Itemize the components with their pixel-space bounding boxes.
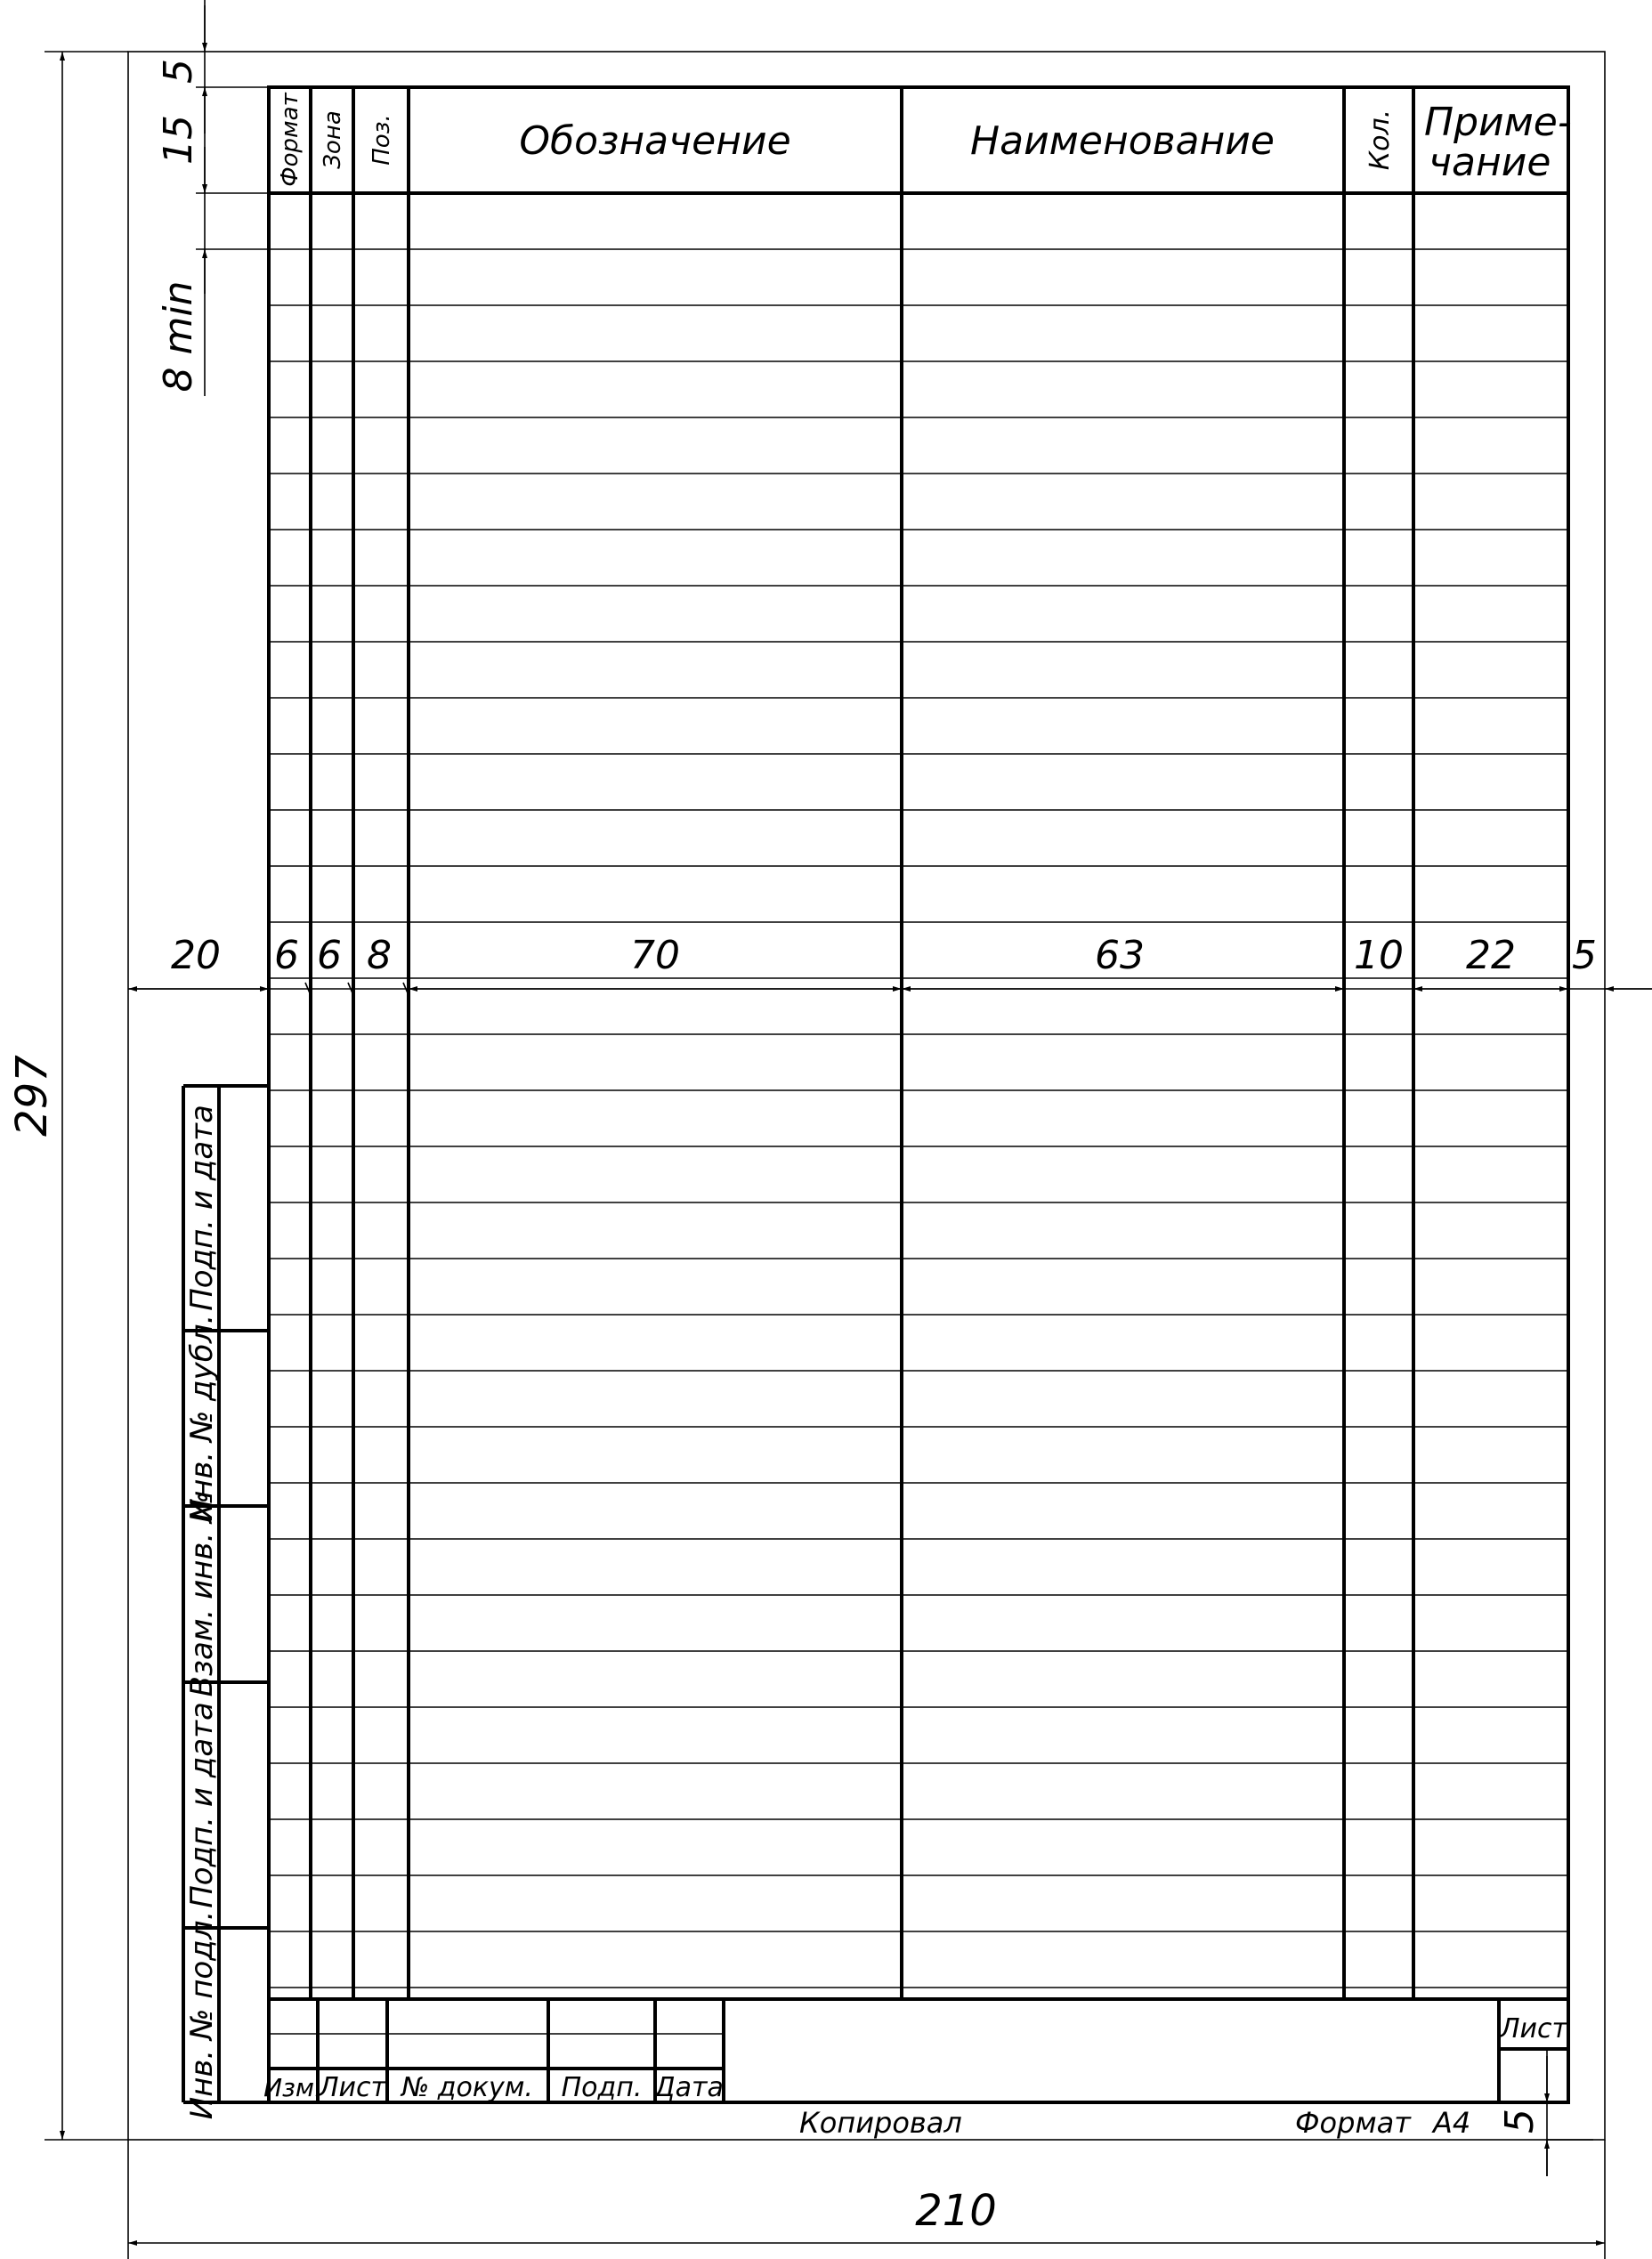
header-qty: Кол. — [1365, 109, 1396, 171]
header-note-line1: Приме- — [1424, 100, 1572, 145]
dim-col-format: 6 — [274, 933, 299, 978]
footer-copied: Копировал — [799, 2106, 962, 2140]
top-dimension-chain — [156, 0, 269, 396]
footer — [799, 2106, 1470, 2140]
dim-left-margin: 20 — [171, 933, 221, 978]
dim-header-height: 15 — [156, 115, 201, 165]
side-replace-inv: Взам. инв. № — [184, 1491, 220, 1697]
header-note-line2: чание — [1429, 140, 1551, 185]
dim-col-designation: 70 — [630, 933, 680, 978]
header-format: Формат — [277, 93, 304, 187]
dim-sheet-height: 297 — [7, 1055, 57, 1137]
side-dup-inv: Инв. № дубл. — [184, 1314, 220, 1522]
title-block — [183, 1999, 1569, 2103]
tb-sheet: Лист — [318, 2072, 387, 2103]
table-header — [277, 92, 1572, 186]
header-pos: Поз. — [368, 114, 395, 166]
side-sign-date-1: Подп. и дата — [184, 1105, 220, 1311]
tb-date: Дата — [654, 2072, 724, 2103]
sheet-height-dimension — [7, 52, 128, 2140]
dim-col-name: 63 — [1095, 933, 1145, 978]
dim-col-note: 22 — [1466, 933, 1516, 978]
tb-change: Изм. — [263, 2073, 322, 2102]
sheet-border — [128, 52, 1605, 2140]
tb-signature: Подп. — [561, 2072, 643, 2103]
side-sign-date-2: Подп. и дата — [184, 1702, 220, 1908]
dim-bottom-margin: 5 — [1497, 2109, 1543, 2134]
header-zone: Зона — [320, 110, 346, 169]
bottom-margin-dimension — [1497, 2049, 1593, 2176]
drawing-frame — [269, 87, 1568, 2102]
side-orig-inv: Инв. № подл. — [184, 1910, 220, 2120]
tb-doc-no: № докум. — [401, 2072, 533, 2103]
dim-col-qty: 10 — [1354, 933, 1404, 978]
dim-sheet-width: 210 — [915, 2186, 997, 2236]
dim-top-margin: 5 — [156, 59, 201, 84]
tb-sheet-box: Лист — [1499, 2013, 1568, 2044]
table-rows — [269, 249, 1568, 1988]
side-stamp — [183, 1086, 269, 2119]
header-name: Наименование — [970, 118, 1275, 164]
dim-row-height: 8 min — [156, 280, 201, 393]
table-columns — [311, 87, 1413, 1999]
dim-right-margin: 5 — [1572, 933, 1597, 978]
dim-col-zone: 6 — [317, 933, 342, 978]
footer-format-value: А4 — [1433, 2106, 1471, 2140]
sheet-width-dimension — [128, 2140, 1605, 2259]
dim-col-pos: 8 — [367, 933, 392, 978]
width-dimension-chain — [128, 933, 1652, 995]
footer-format-label: Формат — [1295, 2106, 1411, 2140]
header-designation: Обозначение — [519, 118, 791, 164]
